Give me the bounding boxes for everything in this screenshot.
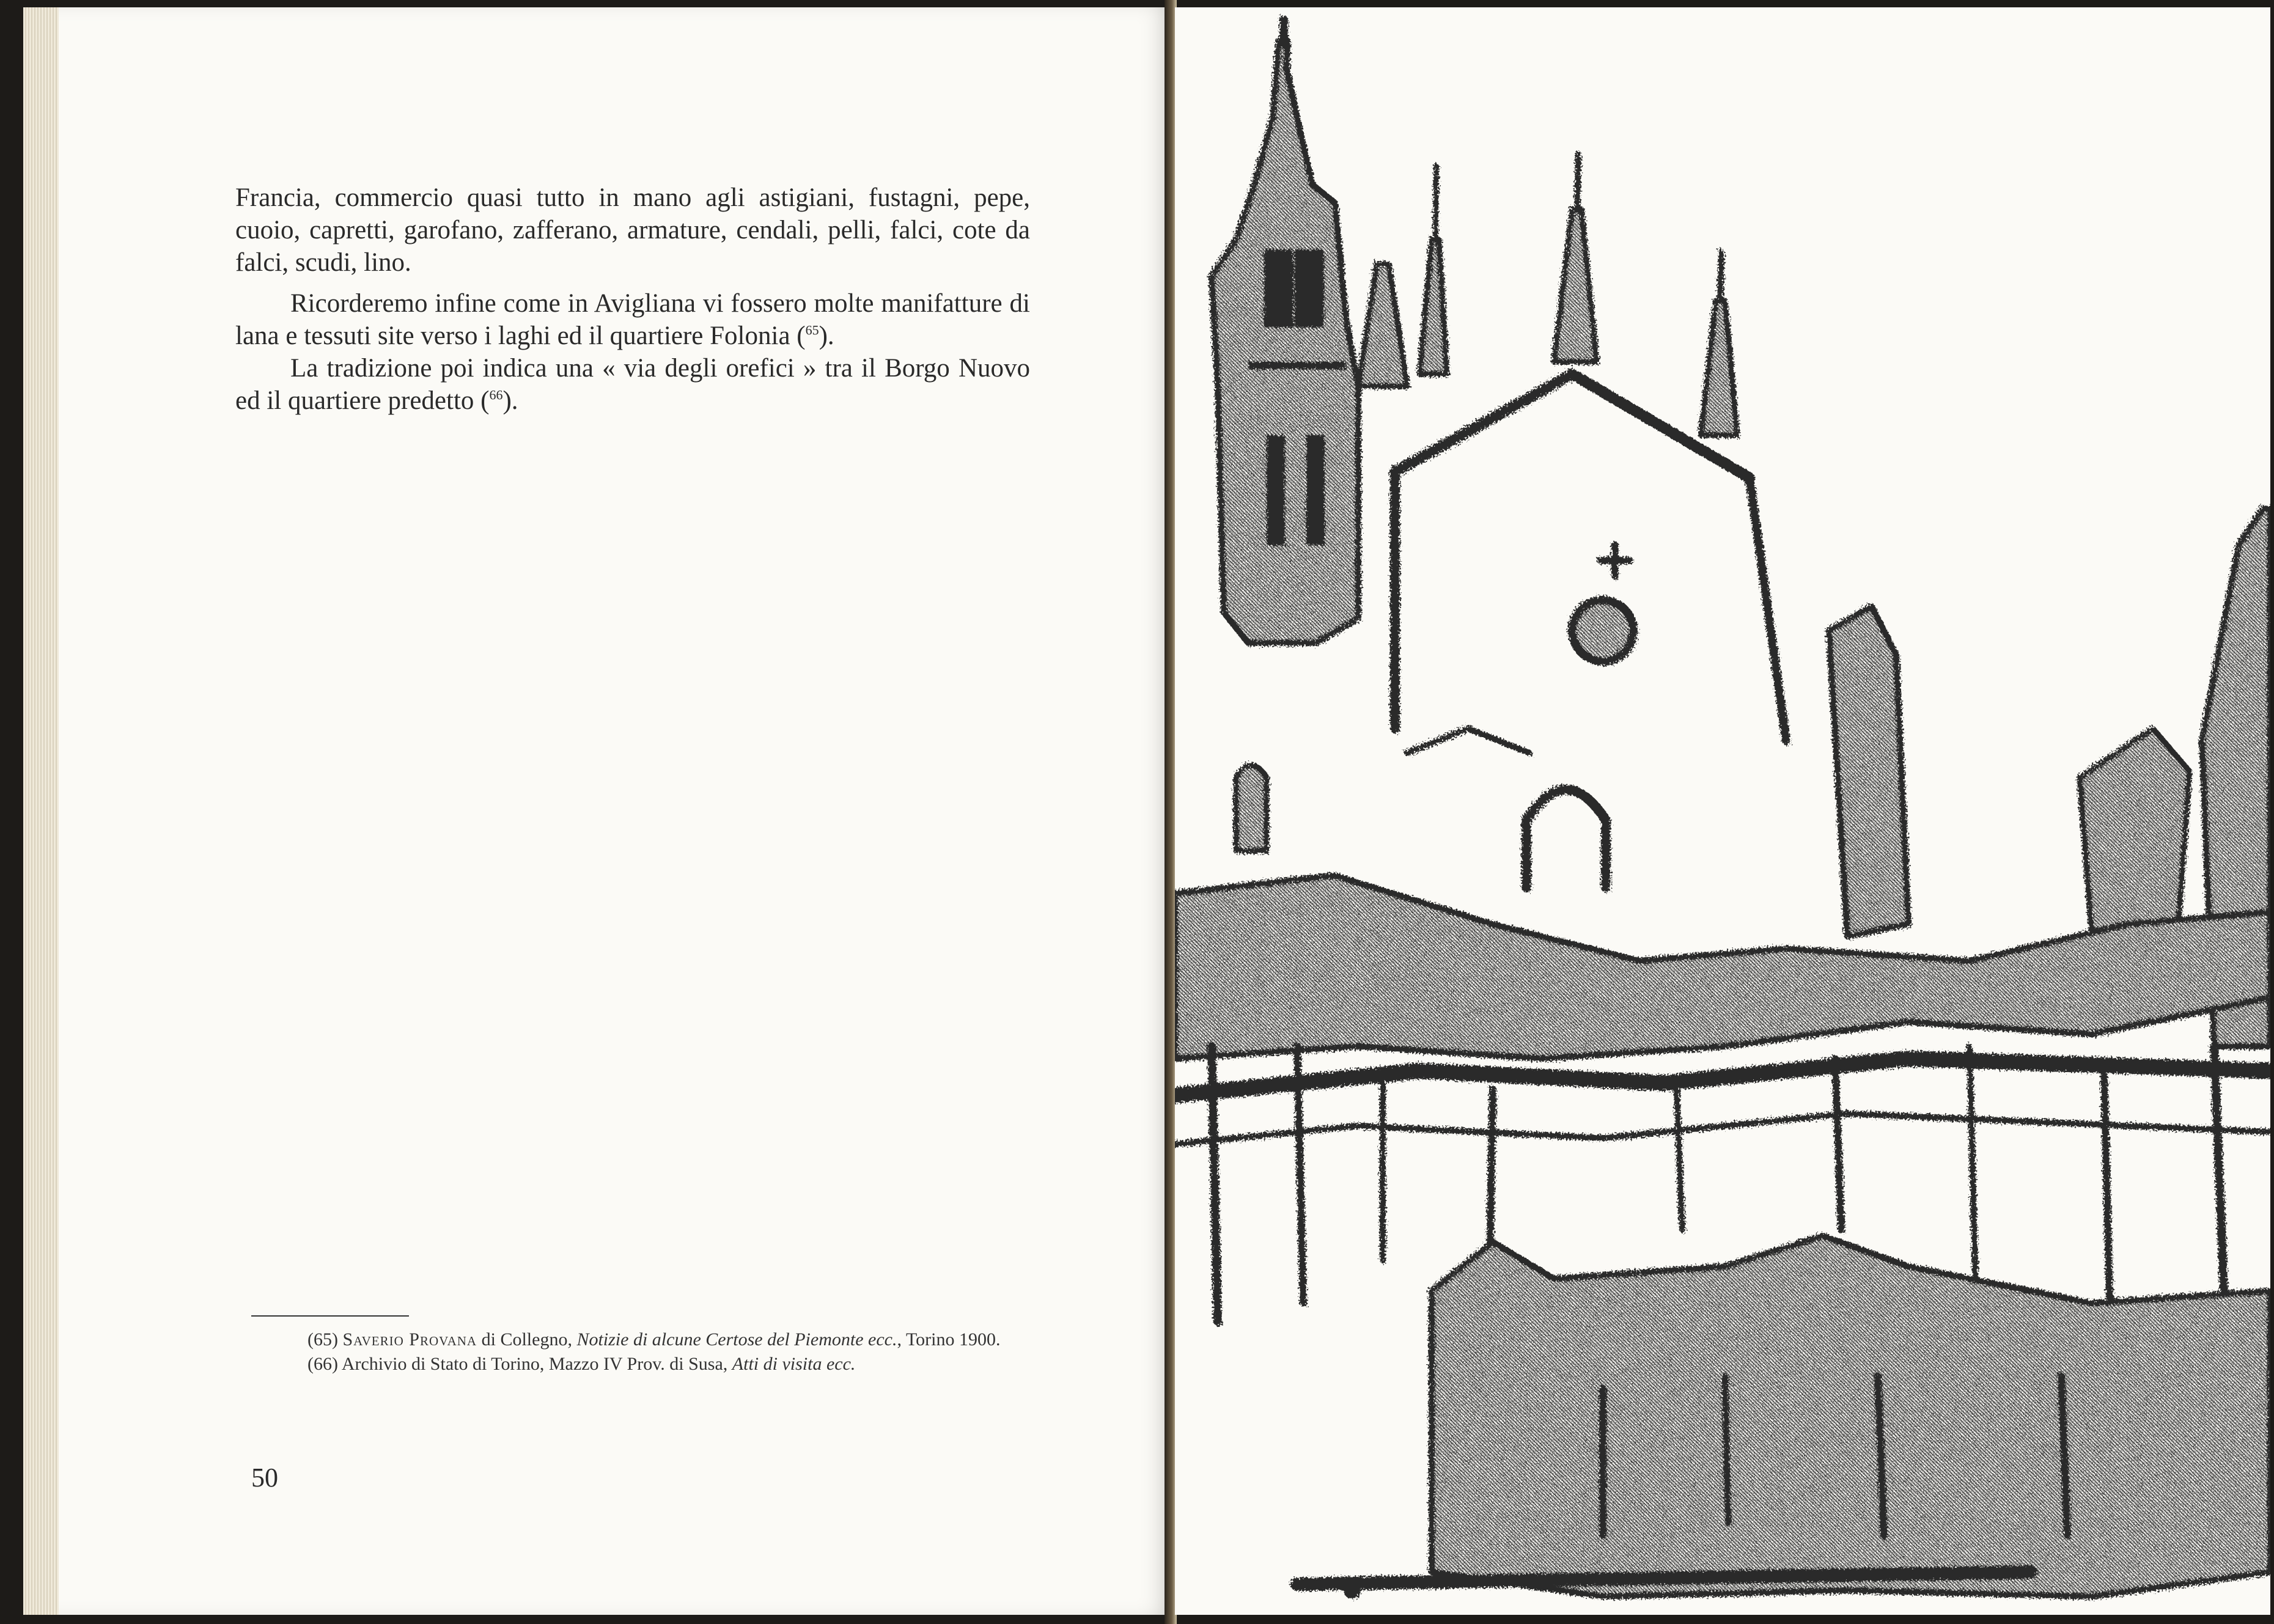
body-text (235, 182, 1030, 425)
page-edges (23, 7, 59, 1615)
paragraph-2: Ricorderemo infine come in Avigliana vi fossero molte manifatture di lana e tessuti site verso i laghi ed il quartiere Folonia ($^{65}$). (235, 289, 1030, 350)
paragraph-1: Francia, commercio quasi tutto in mano agli astigiani, fustagni, pepe, cuoio, capretti, garofano, zafferano, armature, cendali, pelli, falci, cote da falci, scudi, lino. (235, 183, 1030, 277)
footnote-rule (251, 1315, 409, 1317)
church-sketch-illustration (1175, 7, 2270, 1615)
right-page (1175, 7, 2270, 1615)
footnote-title: Atti di visita ecc. (732, 1354, 856, 1374)
footnote-author: Saverio Provana (342, 1329, 477, 1350)
paragraph-3: La tradizione poi indica una « via degli orefici » tra il Borgo Nuovo ed il quartiere predetto ($^{66}$). (235, 354, 1030, 415)
footnote-65: (65) Saverio Provana di Collegno, Notizie di alcune Certose del Piemonte ecc., Torino 1900. (307, 1329, 1001, 1350)
footnotes (251, 1328, 1040, 1376)
note-ref-65: 65 (805, 322, 819, 338)
footnote-66: (66) Archivio di Stato di Torino, Mazzo IV Prov. di Susa, Atti di visita ecc. (307, 1354, 856, 1374)
page-number: 50 (251, 1463, 278, 1493)
footnote-title: Notizie di alcune Certose del Piemonte ecc. (576, 1329, 897, 1350)
left-page (23, 7, 1172, 1615)
note-ref-66: 66 (489, 387, 503, 403)
